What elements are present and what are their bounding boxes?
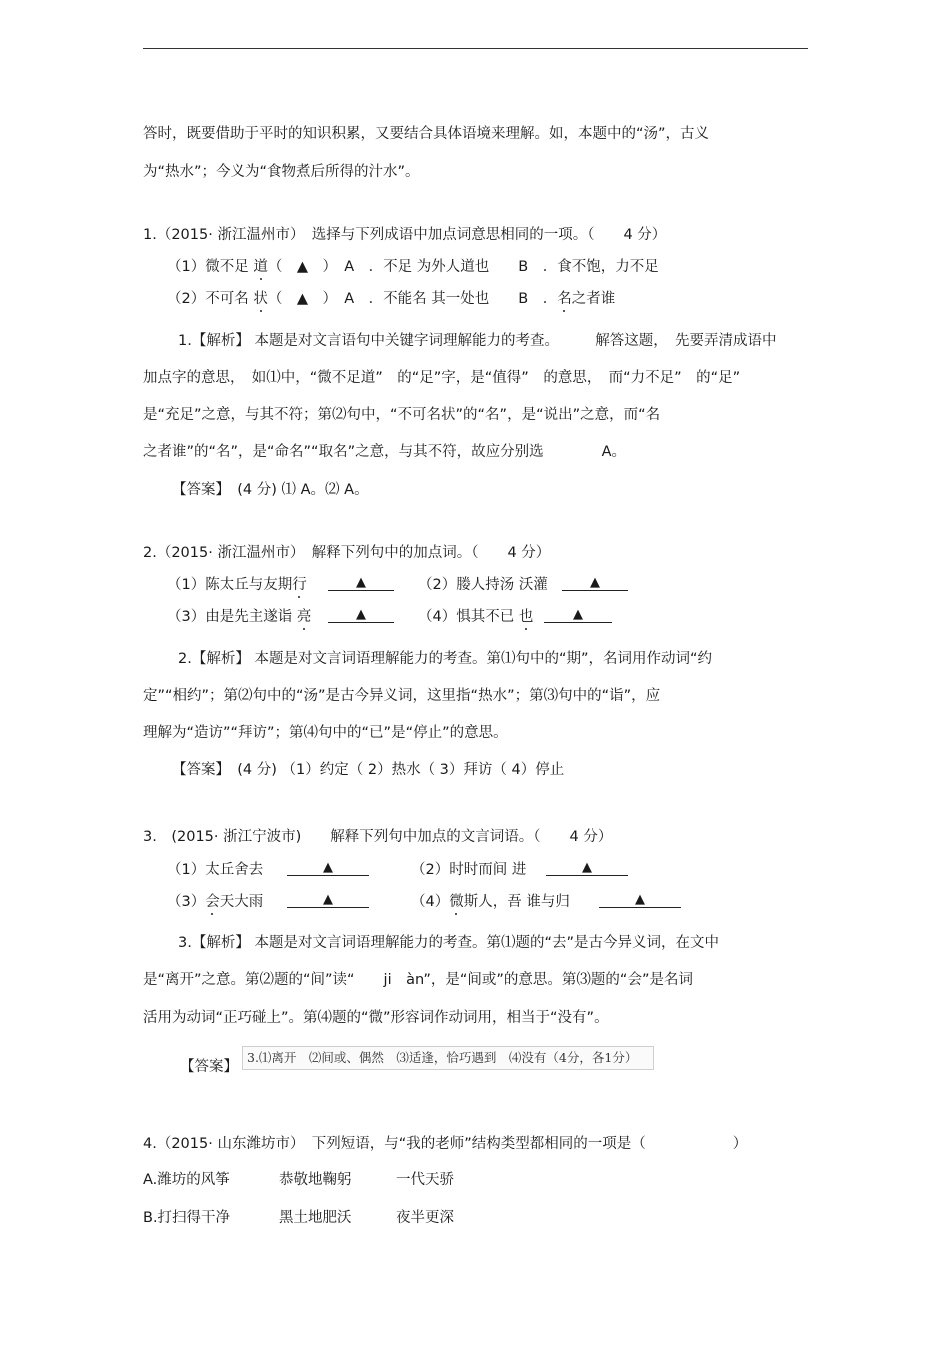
q1-item-2-part-c: （ ▲ ） A ．不能名 [267, 291, 427, 307]
q2-item-3 [167, 607, 311, 627]
q3-item-3-text: 天大雨 [219, 894, 264, 910]
q1-item-1-part-d: 为外人道也 B ．食不饱，力不足 [416, 259, 659, 275]
q3-item-3 [167, 892, 263, 912]
q3-analysis-3: 活用为动词“正巧碰上”。第⑷题的“微”形容词作动词用，相当于“没有”。 [143, 1010, 609, 1026]
q2-item-2-tail: 沃灌 [518, 577, 548, 593]
q1-analysis-1: 1.【解析】 本题是对文言语句中关键字词理解能力的考查。 解答这题， 先要弄清成语中 [178, 333, 777, 349]
q1-item-1 [167, 257, 659, 277]
q3-item-4 [411, 892, 570, 912]
q3-item-2-tail: 进 [511, 862, 527, 878]
q3-item-1: （1）太丘舍去 [167, 862, 264, 878]
q3-item-3-blank: ▲ [287, 893, 369, 908]
q3-item-4-blank: ▲ [599, 893, 681, 908]
q3-analysis-2: 是“离开”之意。第⑵题的“间”读“ ji àn”，是“间或”的意思。第⑶题的“会”是名词 [143, 972, 693, 988]
q1-analysis-4: 之者谁”的“名”，是“命名”“取名”之意，与其不符，故应分别选 A。 [143, 444, 627, 460]
q1-item-1-dotted-word: 道 [253, 259, 268, 275]
q2-item-1-dotted-word: 行 [292, 577, 307, 593]
q2-analysis-3: 理解为“造访”“拜访”；第⑷句中的“已”是“停止”的意思。 [143, 725, 508, 741]
q2-answer: 【答案】 (4 分) （1）约定（ 2）热水（ 3）拜访（ 4）停止 [172, 762, 565, 778]
q2-item-1-text: （1）陈太丘与友期 [167, 577, 293, 593]
q2-item-2 [418, 575, 548, 595]
q1-item-2-part-d: 其一处也 B ． [431, 291, 558, 307]
q2-item-3-text: （3）由是先主遂诣 [167, 609, 293, 625]
q3-item-2 [411, 860, 526, 880]
q3-item-4-dotted-word: 微 [449, 894, 464, 910]
intro-line-2: 为“热水”；今义为“食物煮后所得的汁水”。 [143, 164, 420, 180]
q3-item-2-text: （2）时时而间 [411, 862, 508, 878]
q3-item-4-tail: 谁与归 [526, 894, 570, 910]
q2-item-1 [167, 575, 307, 595]
header-rule [143, 48, 808, 49]
q1-analysis-2: 加点字的意思， 如⑴中，“微不足道” 的“足”字，是“值得” 的意思， 而“力不足” 的“足” [143, 370, 741, 386]
q3-item-2-blank: ▲ [546, 861, 628, 876]
q1-item-2-part-f: 之者谁 [571, 291, 616, 307]
q3-answer-label: 【答案】 [180, 1059, 238, 1075]
q2-item-4-blank: ▲ [544, 608, 612, 623]
q3-item-4-num: （4） [411, 894, 450, 910]
q3-item-1-blank: ▲ [287, 861, 369, 876]
q2-item-4-dotted-word: 也 [518, 609, 534, 625]
q4-option-a-2: 恭敬地鞠躬 [279, 1172, 352, 1188]
q2-item-2-blank: ▲ [562, 576, 628, 591]
q3-item-4-text: 斯人，吾 [463, 894, 522, 910]
q1-item-1-part-a: （1）微不足 [167, 259, 249, 275]
q2-analysis-1: 2.【解析】 本题是对文言词语理解能力的考查。第⑴句中的“期”，名词用作动词“约 [178, 651, 712, 667]
q4-option-a-1: A.潍坊的风筝 [143, 1172, 230, 1188]
q1-item-2-dotted-word: 状 [253, 291, 268, 307]
q2-item-2-text: （2）媵人持汤 [418, 577, 515, 593]
q2-item-4-text: （4）惧其不已 [418, 609, 515, 625]
q1-item-2 [167, 289, 615, 309]
q3-analysis-1: 3.【解析】 本题是对文言词语理解能力的考查。第⑴题的“去”是古今异义词，在文中 [178, 935, 719, 951]
q4-option-b-2: 黑土地肥沃 [279, 1210, 352, 1226]
q1-stem: 1.（2015· 浙江温州市） 选择与下列成语中加点词意思相同的一项。（ 4 分） [143, 227, 667, 243]
q1-answer: 【答案】 (4 分) ⑴ A。⑵ A。 [172, 482, 369, 498]
q4-option-b-3: 夜半更深 [396, 1210, 454, 1226]
q1-item-1-part-c: （ ▲ ） A ．不足 [267, 259, 413, 275]
q2-analysis-2: 定”“相约”；第⑵句中的“汤”是古今异义词，这里指“热水”；第⑶句中的“诣”，应 [143, 688, 661, 704]
q2-item-3-dotted-word: 亮 [296, 609, 312, 625]
intro-line-1: 答时，既要借助于平时的知识积累，又要结合具体语境来理解。如，本题中的“汤”，古义 [143, 126, 710, 142]
q3-item-3-dotted-word: 会 [205, 894, 220, 910]
q4-option-a-3: 一代天骄 [396, 1172, 454, 1188]
q2-stem: 2.（2015· 浙江温州市） 解释下列句中的加点词。（ 4 分） [143, 545, 551, 561]
q2-item-3-blank: ▲ [328, 608, 394, 623]
q3-answer-image: 3.⑴离开 ⑵间或、偶然 ⑶适逢，恰巧遇到 ⑷没有（4分，各1分） [242, 1046, 654, 1070]
q1-item-2-part-a: （2）不可名 [167, 291, 249, 307]
q2-item-4 [418, 607, 533, 627]
q2-item-1-blank: ▲ [328, 576, 394, 591]
q4-option-b-1: B.打扫得干净 [143, 1210, 231, 1226]
q1-analysis-3: 是“充足”之意，与其不符；第⑵句中，“不可名状”的“名”，是“说出”之意，而“名 [143, 407, 661, 423]
q3-item-3-num: （3） [167, 894, 206, 910]
q3-stem: 3. (2015· 浙江宁波市) 解释下列句中加点的文言词语。（ 4 分） [143, 829, 613, 845]
q4-stem: 4.（2015· 山东潍坊市） 下列短语，与“我的老师”结构类型都相同的一项是（ ） [143, 1136, 748, 1152]
q1-item-2-dotted-word-2: 名 [557, 291, 572, 307]
